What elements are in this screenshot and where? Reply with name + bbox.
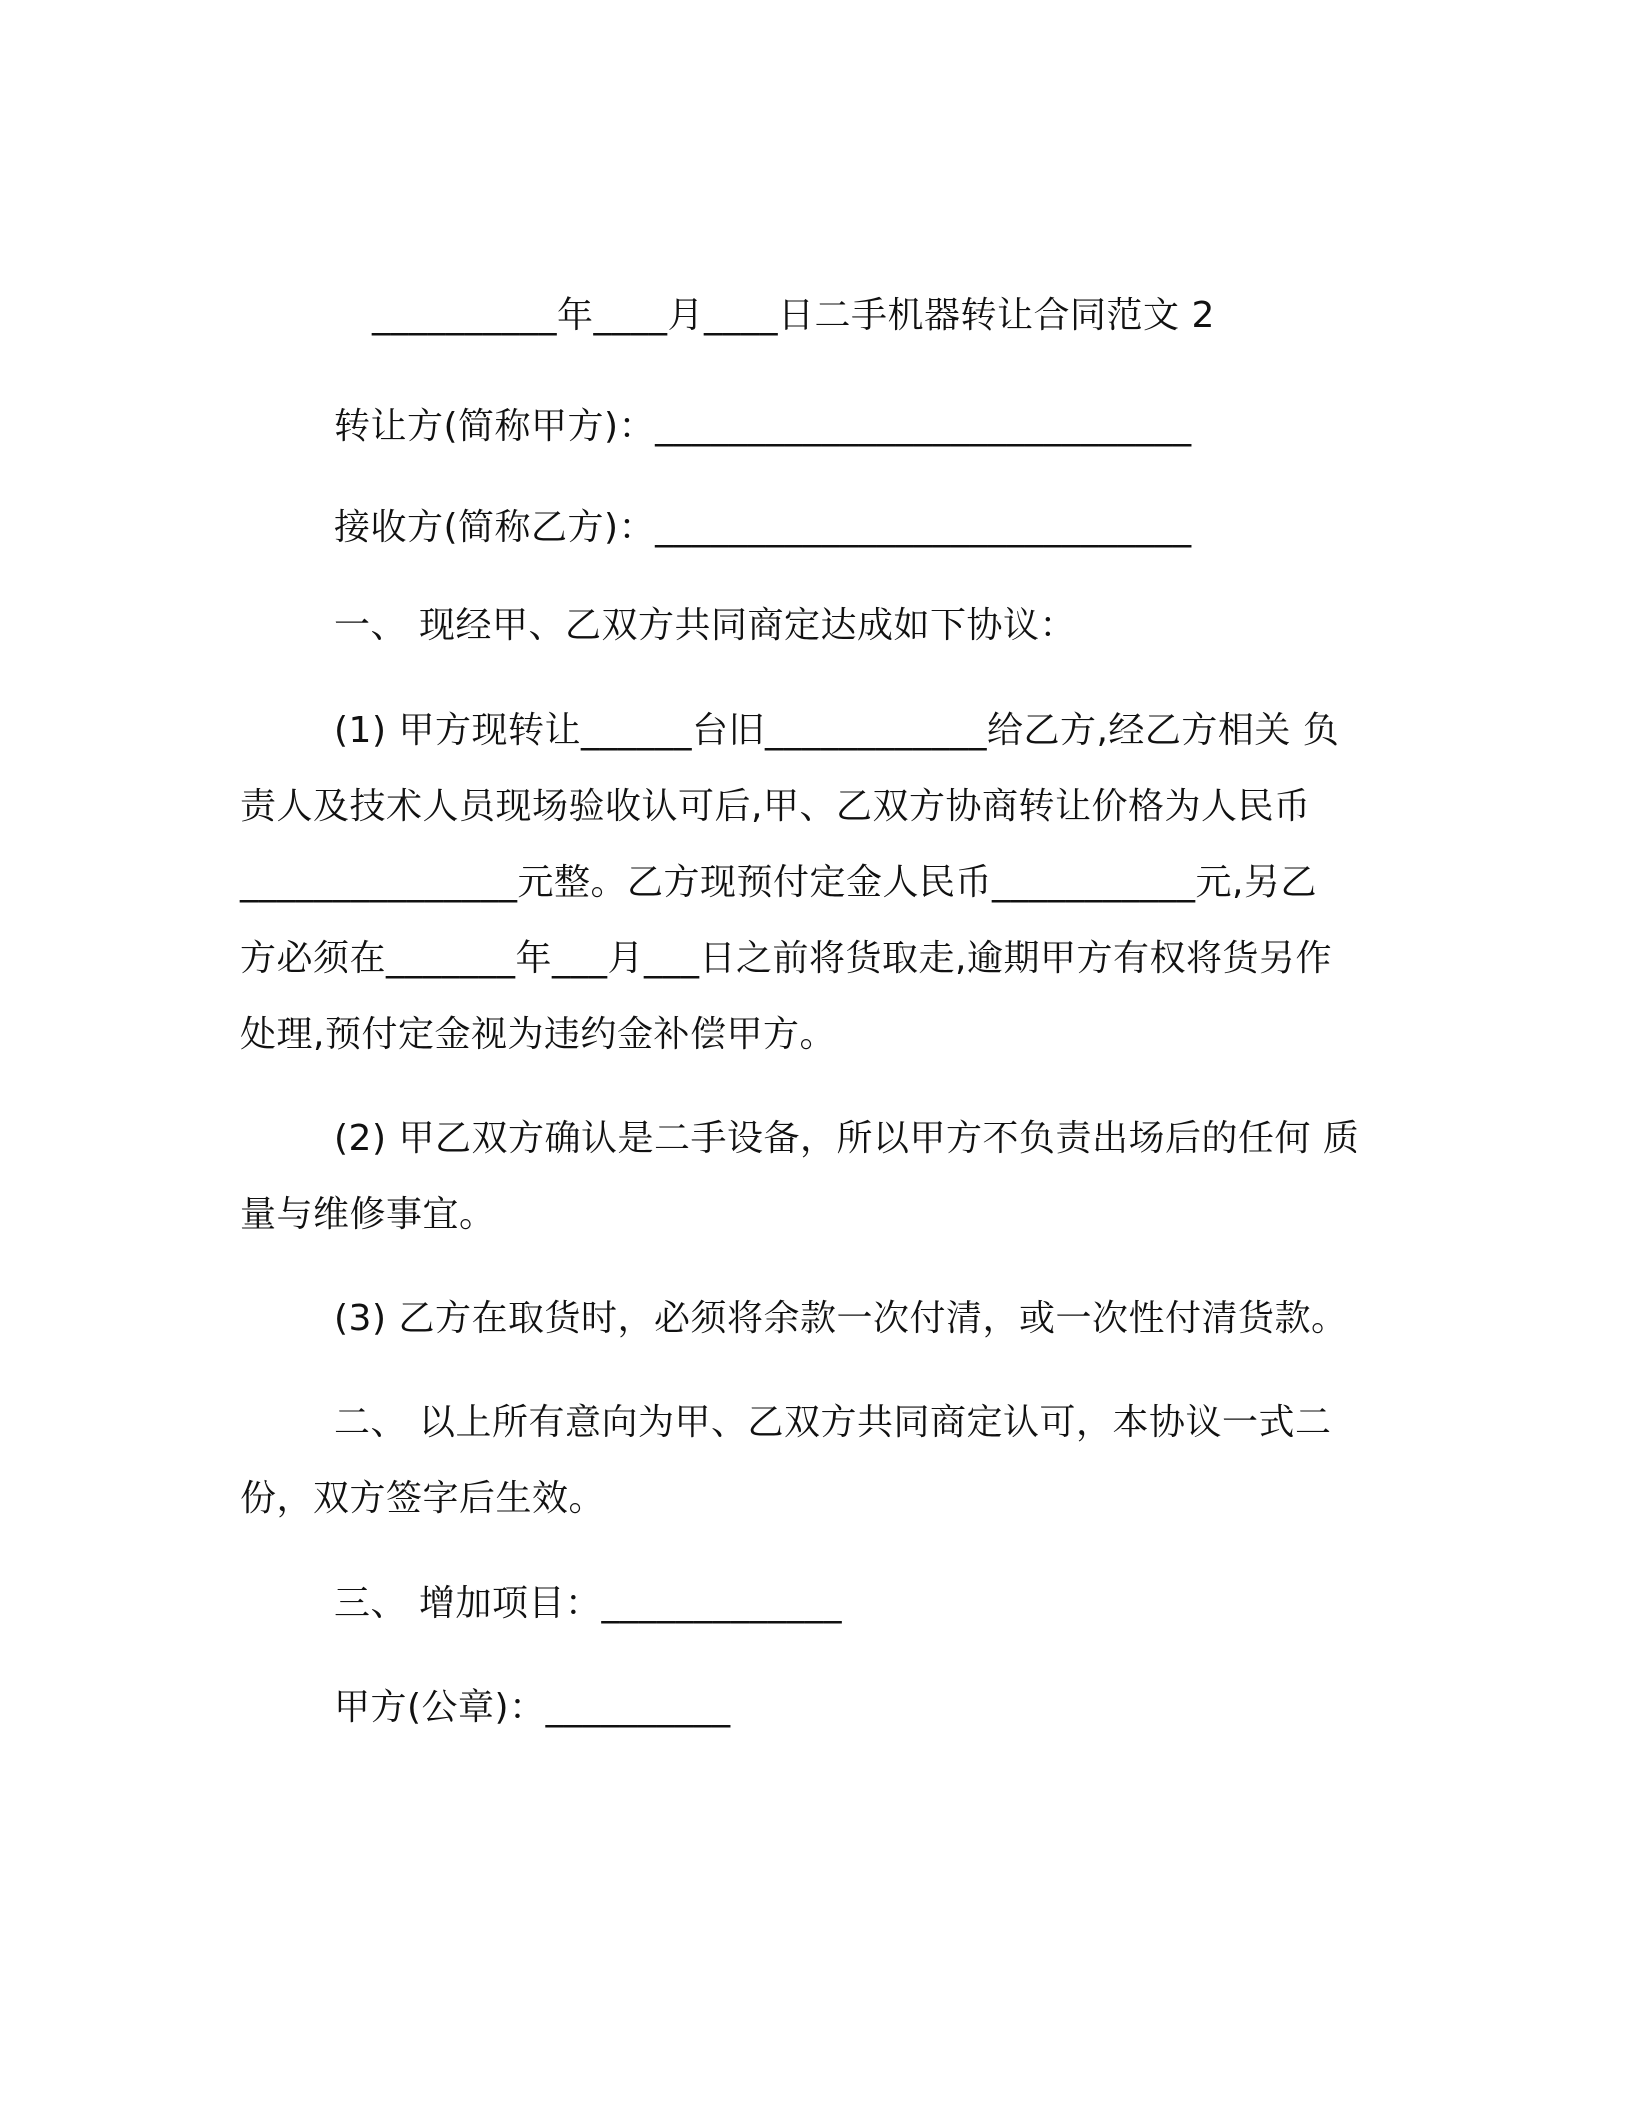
section2-line-2: 份，双方签字后生效。	[240, 1478, 606, 1519]
section3-line: 三、 增加项目：_____________	[334, 1583, 842, 1624]
clause2-line-2: 量与维修事宜。	[240, 1194, 496, 1235]
clause2-line-1: (2) 甲乙双方确认是二手设备，所以甲方不负责出场后的任何 质	[334, 1118, 1360, 1159]
party-a-seal-line: 甲方(公章)：__________	[334, 1687, 731, 1728]
clause1-line-1: (1) 甲方现转让______台旧____________给乙方,经乙方相关 负	[334, 710, 1340, 751]
clause3-line: (3) 乙方在取货时，必须将余款一次付清，或一次性付清货款。	[334, 1298, 1348, 1339]
clause1-line-3: _______________元整。乙方现预付定金人民币___________元,另乙	[240, 862, 1317, 903]
clause1-line-5: 处理,预付定金视为违约金补偿甲方。	[240, 1014, 836, 1055]
page-title: __________年____月____日二手机器转让合同范文 2	[372, 295, 1215, 336]
clause1-line-2: 责人及技术人员现场验收认可后,甲、乙双方协商转让价格为人民币	[240, 786, 1311, 827]
section2-line-1: 二、 以上所有意向为甲、乙双方共同商定认可，本协议一式二	[334, 1402, 1332, 1443]
party-a-line: 转让方(简称甲方)：_____________________________	[334, 406, 1192, 447]
clause1-line-4: 方必须在_______年___月___日之前将货取走,逾期甲方有权将货另作	[240, 938, 1332, 979]
party-b-line: 接收方(简称乙方)：_____________________________	[334, 507, 1192, 548]
section1-heading: 一、 现经甲、乙双方共同商定达成如下协议：	[334, 605, 1076, 646]
